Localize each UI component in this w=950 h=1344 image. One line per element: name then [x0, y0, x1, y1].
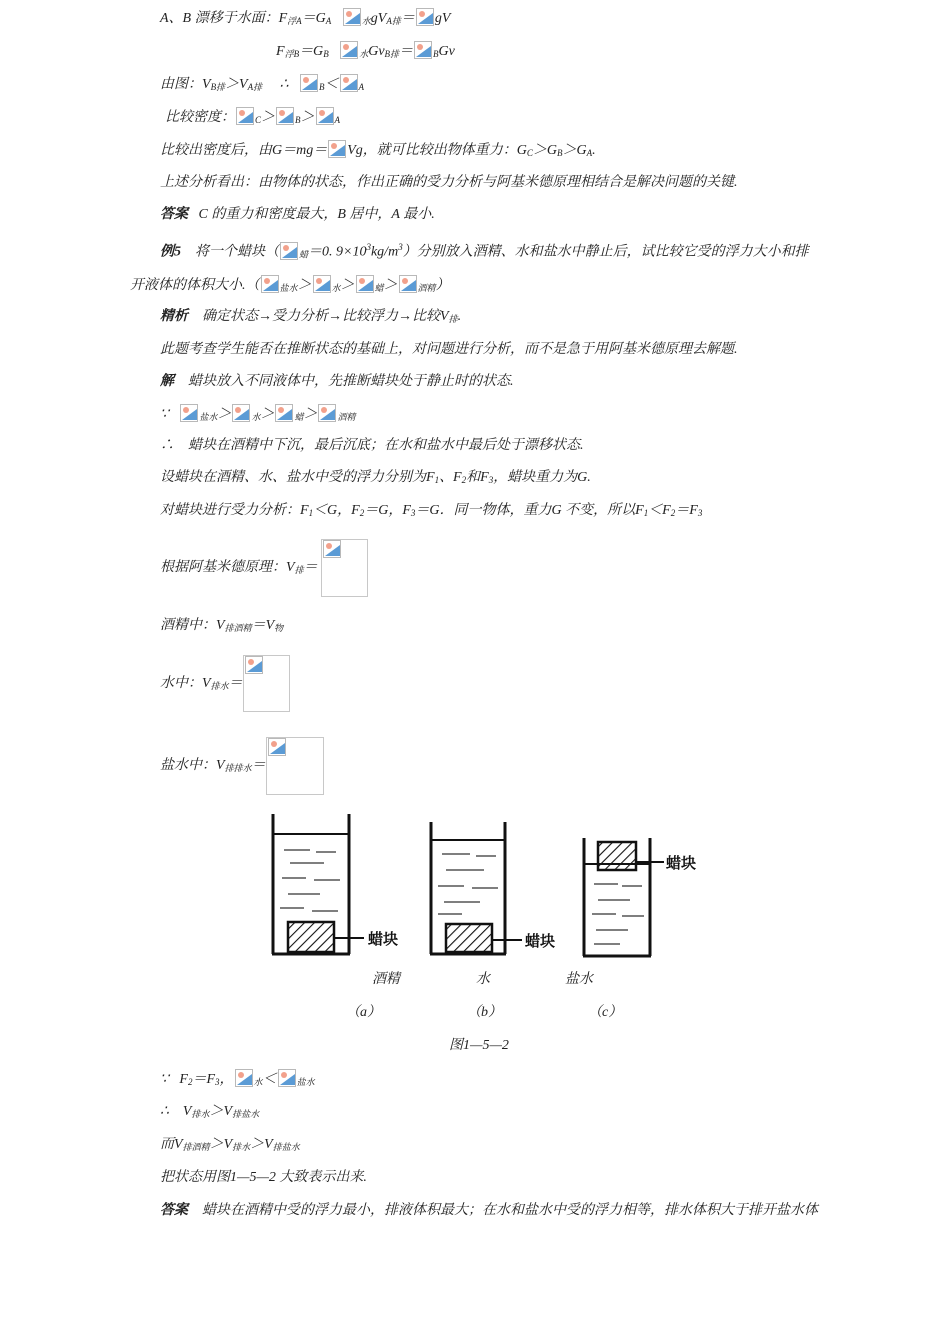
formula-image-icon [236, 107, 254, 125]
wax-block-a [288, 922, 334, 952]
text-line: ∴ 蜡块在酒精中下沉，最后沉底；在水和盐水中最后处于漂移状态. [160, 438, 584, 453]
formula-image-icon [343, 8, 361, 26]
example-line: 例5 将一个蜡块（ $_蜡$＝0. $9\times 10^3kg/m^3$）分别放入酒精、水和盐水中静止后，试比较它受的浮力大小和排 [160, 242, 809, 260]
answer-line: 答案 C 的重力和密度最大，B 居中，A 最小. [160, 207, 435, 222]
text-line: 酒精中：$V_{排酒精}=V_物$ [160, 618, 284, 633]
text-line: 比较密度： $_C$＞ $_B$＞ $_A$ [165, 107, 340, 130]
panel-label-b: （b） [467, 1005, 502, 1020]
formula-image-icon [323, 540, 341, 558]
example-label: 例5 [160, 244, 181, 260]
formula-image-icon [414, 41, 432, 59]
formula-image-icon [399, 275, 417, 293]
formula-image-icon [276, 107, 294, 125]
analysis-line: 精析 确定状态→受力分析→比较浮力→比较$V_排$. [160, 309, 462, 324]
analysis-label: 精析 [160, 309, 188, 324]
wax-block-label-b: 蜡块 [525, 932, 556, 950]
panel-label-c: （c） [588, 1005, 623, 1020]
formula-image-box [321, 539, 368, 597]
figure-caption: 图1—5—2 [449, 1038, 509, 1053]
formula-image-icon [328, 140, 346, 158]
wax-block-label-c: 蜡块 [666, 854, 697, 872]
formula-image-icon [261, 275, 279, 293]
text-line: ∵ $_{盐水}$＞ $_水$＞ $_蜡$＞ $_{酒精}$ [160, 404, 355, 427]
wax-block-label-a: 蜡块 [368, 930, 399, 948]
answer-line: 答案 蜡块在酒精中受的浮力最小，排液体积最大；在水和盐水中受的浮力相等，排水体积大于排开盐水体 [160, 1203, 818, 1218]
wax-block-c [598, 842, 636, 870]
wax-block-b [446, 924, 492, 952]
formula-image-icon [275, 404, 293, 422]
liquid-label-water: 水 [476, 972, 490, 987]
solution-line: 解 蜡块放入不同液体中，先推断蜡块处于静止时的状态. [160, 374, 514, 389]
formula-image-icon [356, 275, 374, 293]
text-line: 把状态用图1—5—2 大致表示出来. [160, 1170, 367, 1185]
answer-label: 答案 [160, 1203, 188, 1218]
formula-image-icon [278, 1069, 296, 1087]
text-line: A、B 漂移于水面：$F_{浮A}=G_A$ $_水gV_{A排}=$ gV [160, 8, 450, 31]
formula-image-icon [313, 275, 331, 293]
text-line: 设蜡块在酒精、水、盐水中受的浮力分别为$F_1$、$F_2$和$F_3$，蜡块重力为G. [160, 470, 591, 485]
panel-label-a: （a） [346, 1005, 381, 1020]
text-line: $F_{浮B}=G_B$ $_水Gv_{B排}= _BGv$ [276, 41, 455, 64]
text-line: 此题考查学生能否在推断状态的基础上，对问题进行分析，而不是急于用阿基米德原理去解题. [160, 342, 738, 357]
beaker-b [430, 822, 555, 954]
text-line: 盐水中：$V_{排排水}=$ [160, 758, 266, 773]
answer-label: 答案 [160, 207, 188, 222]
beaker-figure [260, 808, 710, 968]
liquid-label-saltwater: 盐水 [565, 972, 593, 987]
formula-image-icon [340, 74, 358, 92]
text-line: 比较出密度后，由G＝mg＝ Vg，就可比较出物体重力：$G_C>G_B>G_A$. [160, 140, 596, 163]
text-line: 水中：$V_{排水}=$ [160, 676, 243, 691]
liquid-label-alcohol: 酒精 [372, 972, 400, 987]
text-line: ∵ $F_2=F_3$， $_水$＜ $_{盐水}$ [160, 1069, 315, 1092]
text-line: 上述分析看出：由物体的状态，作出正确的受力分析与阿基米德原理相结合是解决问题的关键. [160, 175, 738, 190]
formula-image-icon [416, 8, 434, 26]
text-line: 由图：$V_{B排}>V_{A排}$ ∴ $_B$＜ $_A$ [160, 74, 364, 97]
formula-image-icon [235, 1069, 253, 1087]
formula-image-icon [300, 74, 318, 92]
text-line: 根据阿基米德原理：$V_排=$ [160, 560, 318, 575]
formula-image-icon [245, 656, 263, 674]
formula-image-icon [340, 41, 358, 59]
beaker-a [272, 814, 398, 954]
beaker-c [583, 838, 696, 956]
formula-image-icon [232, 404, 250, 422]
formula-image-box [266, 737, 324, 795]
formula-image-icon [280, 242, 298, 260]
formula-image-icon [268, 738, 286, 756]
text-line: 而$V_{排酒精}>V_{排水}>V_{排盐水}$ [160, 1137, 300, 1152]
text-line: 开液体的体积大小.（ $_{盐水}$＞ $_水$＞ $_蜡$＞ $_{酒精}$） [130, 275, 450, 298]
formula-image-box [243, 655, 290, 712]
formula-image-icon [180, 404, 198, 422]
formula-image-icon [316, 107, 334, 125]
formula-image-icon [318, 404, 336, 422]
text-line: 对蜡块进行受力分析：$F_1<G$，$F_2=G$，$F_3=G$．同一物体，重力G 不变，所以$F_1<F_2=F_3$ [160, 503, 703, 518]
text-line: ∴ $V_{排水}>V_{排盐水}$ [160, 1104, 260, 1119]
solution-label: 解 [160, 374, 174, 389]
